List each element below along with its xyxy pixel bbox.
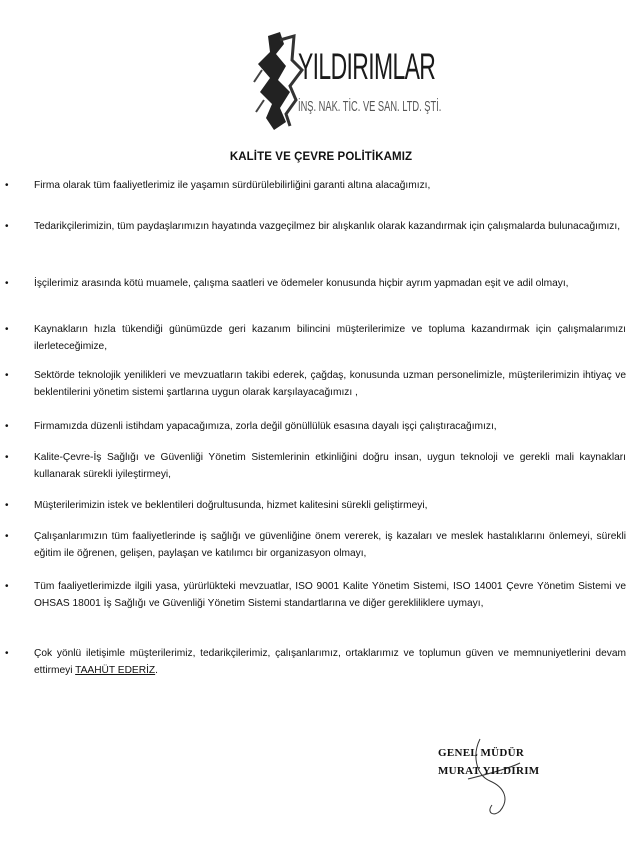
list-item-text — [34, 645, 626, 679]
list-item-text: Çalışanlarımızın tüm faaliyetlerinde iş sağlığı ve güvenliğine önem vererek, iş kazaları ve meslek hastalıklarını önlemeyi, sürekli eğitim ile öğrenen, gelişen, paylaşan ve katılımcı bir organizasyon olmayı, — [34, 531, 626, 559]
list-item — [5, 449, 626, 483]
list-item — [5, 645, 626, 679]
commitment-text: Çok yönlü iletişimle müşterilerimiz, tedarikçilerimiz, çalışanlarımız, ortaklarımız ve toplumun güven ve memnuniyetlerini devam ettirmeyi — [34, 648, 626, 676]
list-item-text: Sektörde teknolojik yenilikleri ve mevzuatların takibi ederek, çağdaş, konusunda uzman personelimizle, müşterilerimizin ihtiyaç ve beklentilerini yönetim sistemi şartlarına uygun olarak karşılayacağımızı , — [34, 370, 626, 398]
bullet-icon: • — [5, 221, 9, 232]
bullet-icon: • — [5, 278, 9, 289]
bullet-icon: • — [5, 581, 9, 592]
list-item-text: İşçilerimiz arasında kötü muamele, çalışma saatleri ve ödemeler konusunda hiçbir ayrım yapmadan eşit ve adil olmayı, — [34, 278, 569, 289]
bullet-icon: • — [5, 500, 9, 511]
list-item-text: Tedarikçilerimizin, tüm paydaşlarımızın hayatında vazgeçilmez bir alışkanlık olarak kazandırmak için çalışmalarda bulunacağımızı, — [34, 221, 621, 232]
list-item — [5, 177, 626, 194]
list-item — [5, 528, 626, 562]
bullet-icon: • — [5, 370, 9, 381]
bullet-icon: • — [5, 324, 9, 335]
list-item — [5, 578, 626, 612]
commitment-emphasis: TAAHÜT EDERİZ — [75, 665, 156, 676]
commitment-end: . — [155, 665, 158, 676]
list-item-text: Kalite-Çevre-İş Sağlığı ve Güvenliği Yönetim Sistemlerinin etkinliğini doğru insan, uygun teknoloji ve gerekli mali kaynakları kullanarak sürekli iyileştirmeyi, — [34, 452, 626, 480]
list-item — [5, 218, 626, 235]
list-item — [5, 418, 626, 435]
list-item-text: Müşterilerimizin istek ve beklentileri doğrultusunda, hizmet kalitesini sürekli geliştirmeyi, — [34, 500, 428, 511]
bullet-icon: • — [5, 180, 9, 191]
list-item-text: Firma olarak tüm faaliyetlerimiz ile yaşamın sürdürülebilirliğini garanti altına alacağımızı, — [34, 180, 431, 191]
logo-company-subtitle: İNŞ. NAK. TİC. VE SAN. LTD. ŞTİ. — [298, 98, 442, 115]
signature-block — [438, 744, 539, 780]
list-item — [5, 275, 626, 292]
bullet-icon: • — [5, 452, 9, 463]
list-item-text: Tüm faaliyetlerimizde ilgili yasa, yürürlükteki mevzuatlar, ISO 9001 Kalite Yönetim Sistemi, ISO 14001 Çevre Yönetim Sistemi ve OHSAS 18001 İş Sağlığı ve Güvenliği Yönetim Sistemi standartlarına ve diğer gerekliliklere uymayı, — [34, 581, 626, 609]
bullet-icon: • — [5, 421, 9, 432]
signature-role: GENEL MÜDÜR — [438, 747, 525, 759]
document-title: KALİTE VE ÇEVRE POLİTİKAMIZ — [229, 151, 413, 163]
logo-company-name: YILDIRIMLAR — [298, 46, 436, 87]
signature-name: MURAT YILDIRIM — [438, 765, 540, 777]
list-item — [5, 321, 626, 355]
list-item — [5, 367, 626, 401]
list-item-text: Kaynakların hızla tükendiği günümüzde geri kazanım bilincini müşterilerimize ve topluma kazandırmak için çalışmalarımızı ilerleteceğimize, — [34, 324, 626, 352]
list-item-text: Firmamızda düzenli istihdam yapacağımıza, zorla değil gönüllülük esasına dayalı işçi çalıştıracağımızı, — [34, 421, 497, 432]
bullet-icon: • — [5, 648, 9, 659]
list-item — [5, 497, 626, 514]
bullet-icon: • — [5, 531, 9, 542]
